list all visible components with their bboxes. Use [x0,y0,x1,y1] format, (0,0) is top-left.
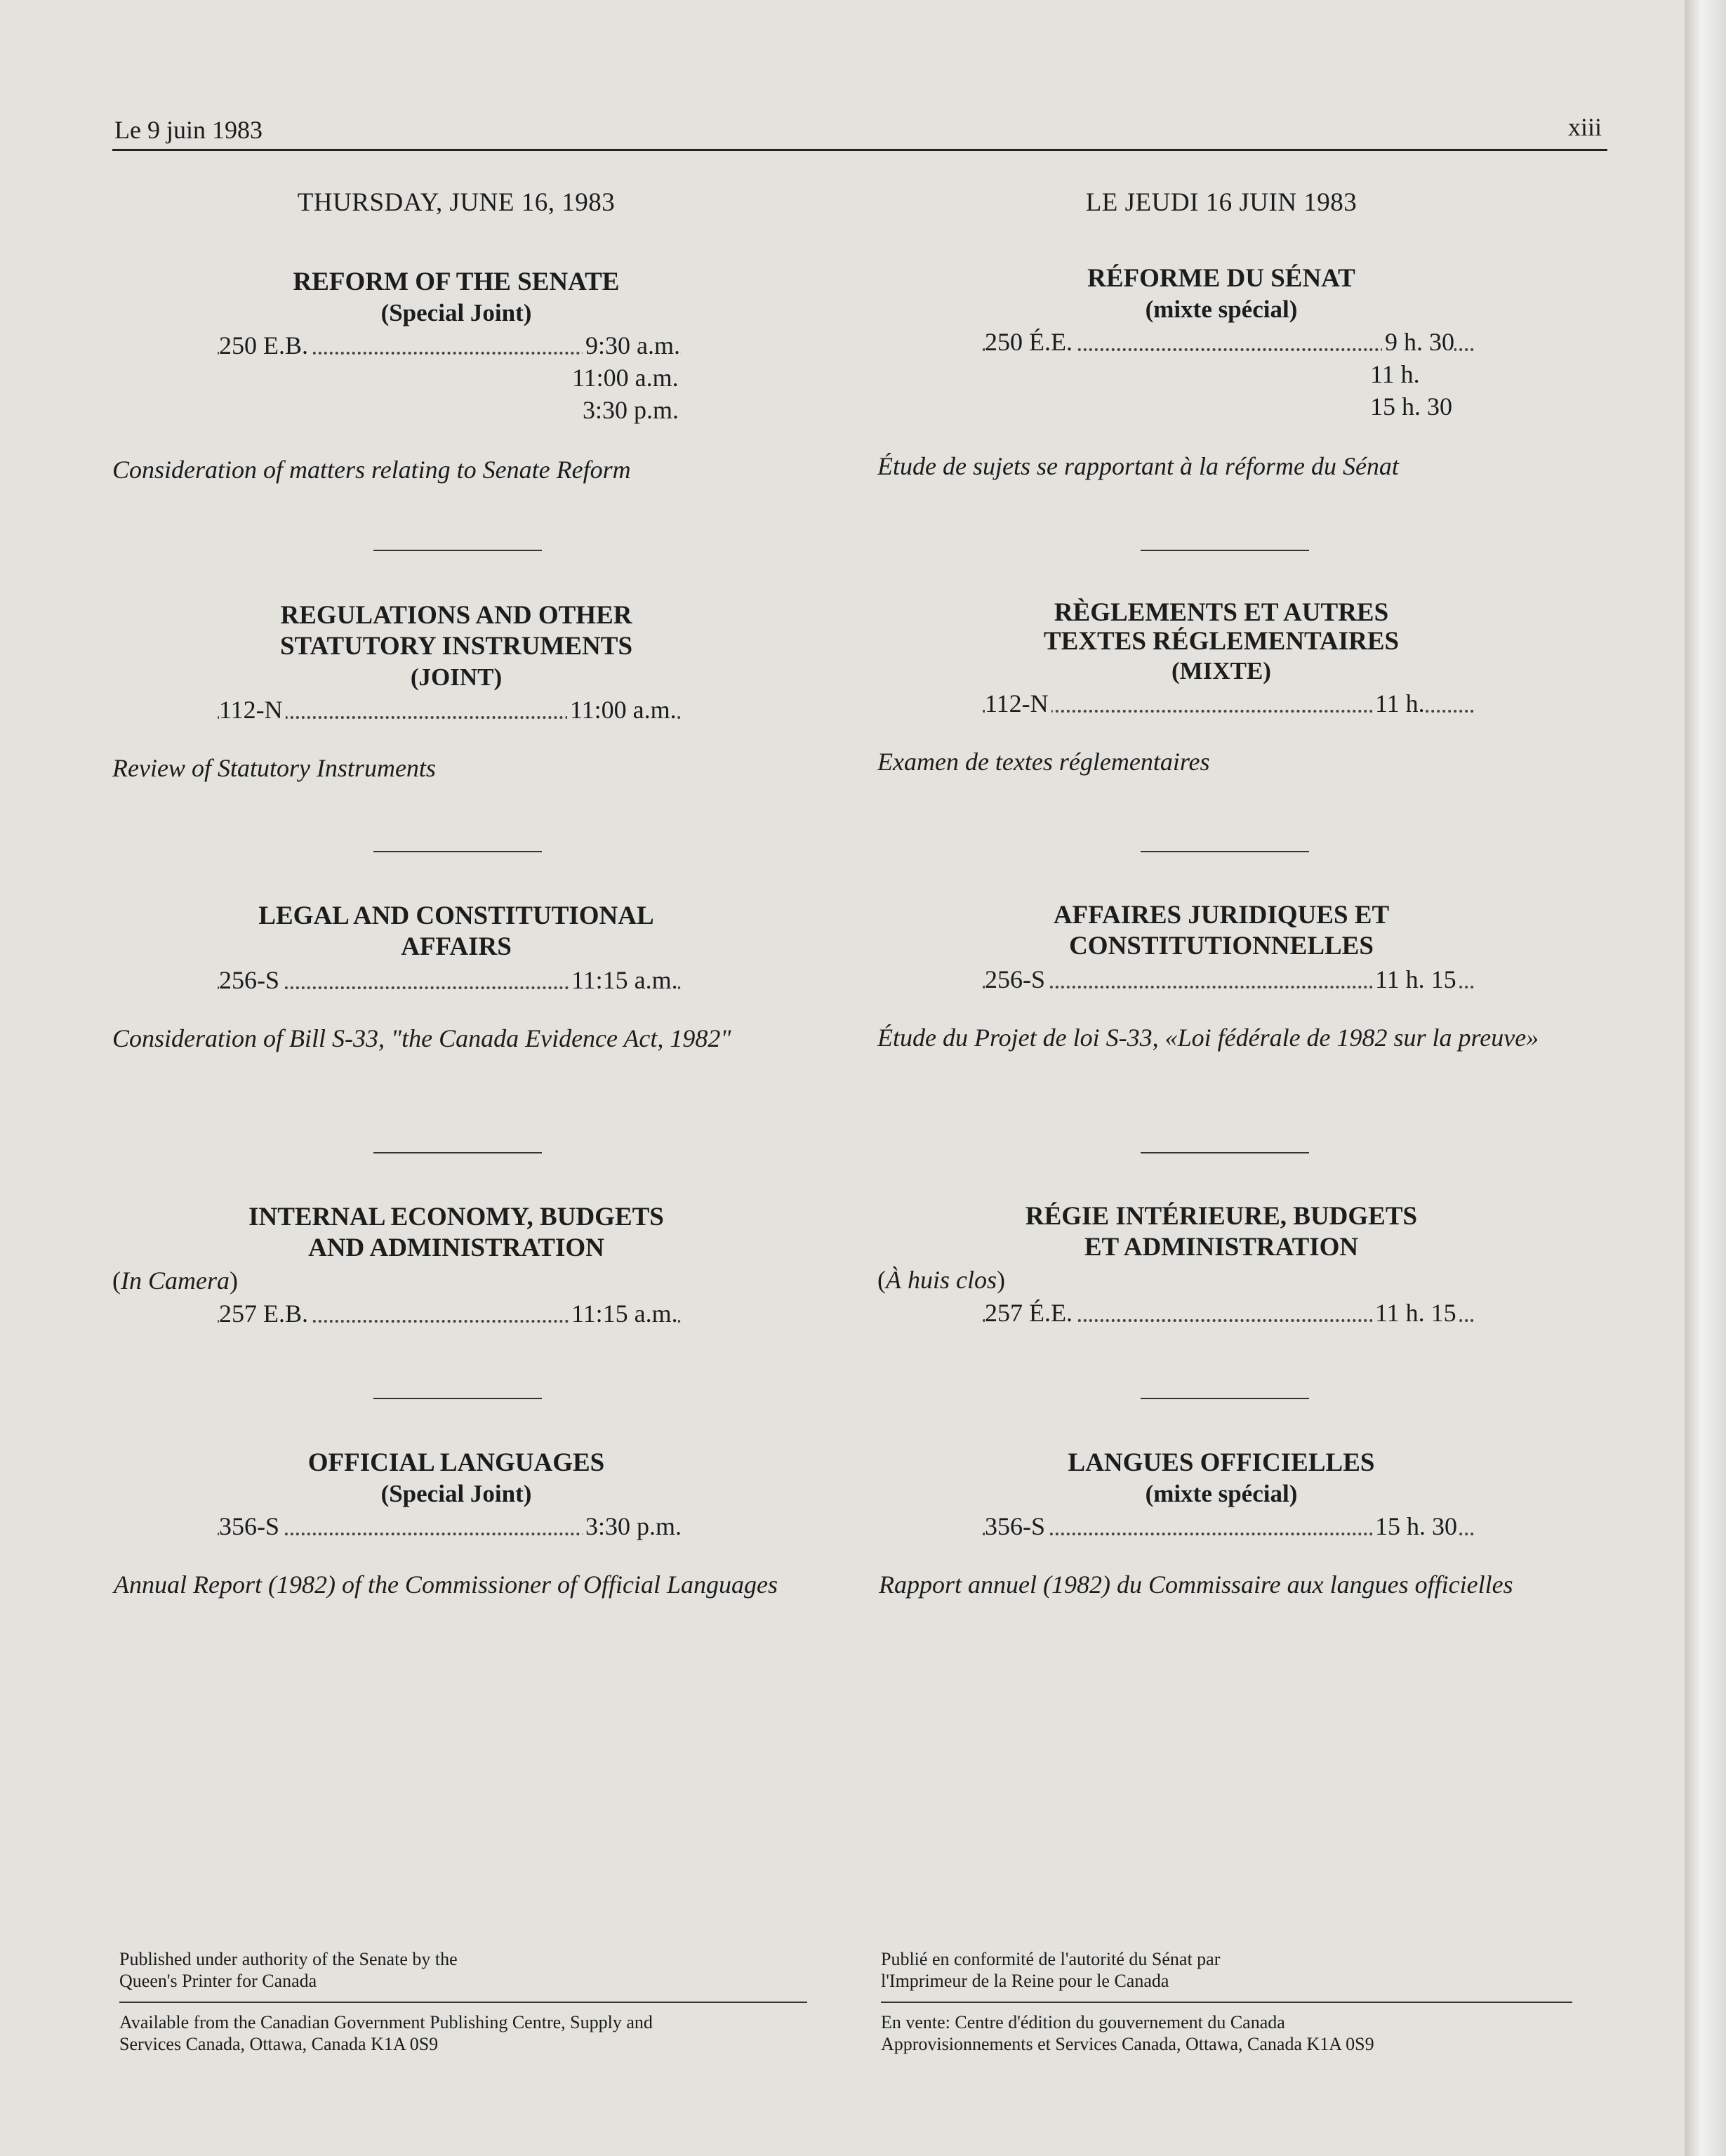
english-imprint [119,1948,814,2055]
meeting-title: REGULATIONS AND OTHER [280,601,632,630]
meeting-senate-reform [112,267,800,485]
imprint-line: Queen's Printer for Canada [119,1971,317,1991]
meeting-reglements [877,598,1565,777]
meeting-time: 11:00 a.m. [567,695,677,725]
meeting-description: Examen de textes réglementaires [877,748,1210,776]
meeting-description: Consideration of matters relating to Senate Reform [112,456,631,484]
imprint-divider [119,2002,807,2003]
meeting-schedule-row [112,695,800,727]
page-edge [1685,0,1726,2156]
imprint-line: Services Canada, Ottawa, Canada K1A 0S9 [119,2034,439,2054]
meeting-title: AFFAIRES JURIDIQUES ET [1053,901,1390,930]
meeting-title: AND ADMINISTRATION [308,1234,604,1262]
imprint-line: Approvisionnements et Services Canada, Ottawa, Canada K1A 0S9 [881,2034,1374,2054]
section-divider [1141,550,1309,551]
meeting-schedule-row [112,1512,800,1544]
meeting-title: STATUTORY INSTRUMENTS [279,632,633,661]
section-divider [373,1152,542,1153]
english-date-heading: THURSDAY, JUNE 16, 1983 [297,188,616,217]
page-number: xiii [1567,113,1602,141]
meeting-subtitle: (MIXTE) [1171,657,1271,685]
additional-time: 11:00 a.m. [572,364,679,392]
section-divider [373,550,542,551]
meeting-time: 3:30 p.m. [583,1512,682,1541]
meeting-title: LANGUES OFFICIELLES [1068,1448,1375,1477]
meeting-schedule-row [877,965,1565,997]
meeting-description: Rapport annuel (1982) du Commissaire aux langues officielles [879,1570,1513,1599]
room-number: 250 É.E. [985,327,1075,357]
section-divider [373,851,542,852]
meeting-reforme-senat [877,263,1565,482]
meeting-description: Étude du Projet de loi S-33, «Loi fédérale de 1982 sur la preuve» [877,1024,1539,1052]
meeting-mode: (À huis clos) [877,1266,1005,1294]
room-number: 112-N [219,695,286,725]
meeting-langues-officielles [877,1448,1565,1600]
meeting-title: INTERNAL ECONOMY, BUDGETS [248,1203,664,1231]
meeting-time: 9 h. 30 [1382,327,1454,357]
room-number: 356-S [985,1512,1048,1541]
meeting-legal-affairs [112,901,800,1054]
meeting-time: 11:15 a.m. [569,1299,678,1328]
meeting-title: RÉGIE INTÉRIEURE, BUDGETS [1025,1202,1418,1231]
meeting-title: CONSTITUTIONNELLES [1069,932,1374,960]
meeting-schedule-row [877,1298,1565,1330]
french-date-heading: LE JEUDI 16 JUIN 1983 [1085,188,1357,217]
meeting-internal-economy [112,1202,800,1331]
meeting-time: 9:30 a.m. [583,331,680,360]
section-divider [373,1398,542,1399]
room-number: 356-S [219,1512,282,1541]
meeting-description: Consideration of Bill S-33, "the Canada Evidence Act, 1982" [112,1024,731,1052]
french-imprint [881,1948,1576,2055]
room-number: 257 É.E. [985,1298,1075,1328]
meeting-subtitle: (Special Joint) [380,1480,532,1507]
section-divider [1141,851,1309,852]
section-divider [1141,1398,1309,1399]
imprint-line: l'Imprimeur de la Reine pour le Canada [881,1971,1169,1991]
meeting-schedule-row [112,331,800,363]
section-divider [1141,1152,1309,1153]
meeting-schedule-row [877,689,1565,721]
header-date: Le 9 juin 1983 [114,116,263,144]
meeting-schedule-row [112,1299,800,1331]
room-number: 256-S [985,965,1048,994]
meeting-regulations [112,600,800,783]
meeting-title: LEGAL AND CONSTITUTIONAL [258,901,654,930]
imprint-line: En vente: Centre d'édition du gouvernement du Canada [881,2012,1285,2032]
additional-time: 3:30 p.m. [583,396,679,424]
imprint-line: Available from the Canadian Government Publishing Centre, Supply and [119,2012,653,2032]
meeting-subtitle: (JOINT) [410,663,503,691]
meeting-title: RÉFORME DU SÉNAT [1087,264,1355,293]
meeting-title: REFORM OF THE SENATE [293,267,620,296]
running-header [112,112,1607,151]
meeting-time: 11:15 a.m. [569,965,678,995]
imprint-line: Published under authority of the Senate by the [119,1949,458,1969]
meeting-subtitle: (mixte spécial) [1145,296,1298,323]
meeting-time: 11 h. 15 [1372,965,1456,994]
meeting-title: RÈGLEMENTS ET AUTRES [1054,598,1389,627]
room-number: 257 E.B. [219,1299,311,1328]
meeting-subtitle: (mixte spécial) [1145,1480,1298,1507]
meeting-mode: (In Camera) [112,1267,238,1295]
meeting-affaires-juridiques [877,900,1565,1053]
meeting-time: 15 h. 30 [1372,1512,1457,1541]
meeting-title: ET ADMINISTRATION [1084,1233,1359,1262]
room-number: 250 E.B. [219,331,311,360]
meeting-official-languages [112,1448,800,1600]
meeting-time: 11 h. [1372,689,1425,718]
meeting-regie-interieure [877,1201,1565,1330]
additional-time: 11 h. [1370,360,1420,388]
meeting-description: Annual Report (1982) of the Commissioner of Official Languages [114,1570,778,1599]
room-number: 112-N [985,689,1051,718]
meeting-schedule-row [877,327,1565,359]
meeting-schedule-row [112,965,800,998]
meeting-title: OFFICIAL LANGUAGES [307,1448,605,1477]
meeting-title: AFFAIRS [401,932,512,961]
room-number: 256-S [219,965,282,995]
imprint-line: Publié en conformité de l'autorité du Sénat par [881,1949,1221,1969]
meeting-title: TEXTES RÉGLEMENTAIRES [1043,627,1400,656]
additional-time: 15 h. 30 [1370,392,1452,421]
meeting-description: Review of Statutory Instruments [112,754,436,782]
imprint-divider [881,2002,1572,2003]
meeting-description: Étude de sujets se rapportant à la réforme du Sénat [877,452,1399,480]
meeting-schedule-row [877,1512,1565,1544]
meeting-time: 11 h. 15 [1372,1298,1456,1328]
meeting-subtitle: (Special Joint) [380,299,532,326]
